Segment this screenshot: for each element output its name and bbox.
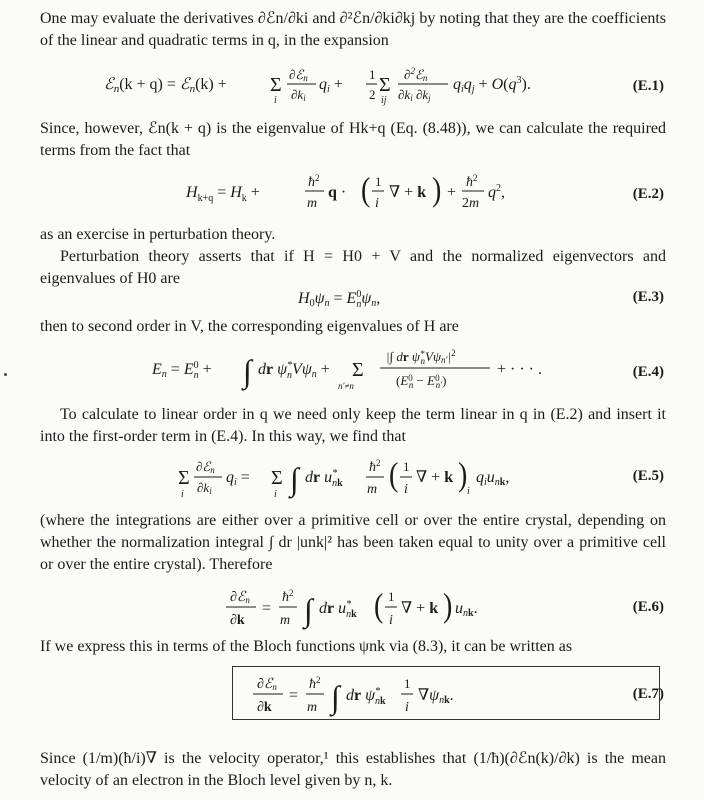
- svg-text:qiunk,: qiunk,: [476, 469, 510, 488]
- equation-e7: [0, 670, 704, 714]
- svg-text:i: i: [274, 489, 277, 500]
- svg-text:∂ℰn: ∂ℰn: [230, 590, 250, 605]
- svg-text:∫: ∫: [331, 679, 340, 715]
- paragraph-linear-order: To calculate to linear order in q we need only keep the term linear in q in (E.2) and insert it into the first-order term in (E.4). In this way, we find that: [40, 406, 666, 445]
- svg-text:∇ + k: ∇ + k: [401, 600, 439, 617]
- svg-text:Hk+q = Hk +: $H_{k+q} = H_k$ +: [186, 184, 260, 204]
- svg-text:(E0n − E0n′): ($E^0$ $n - E^0$ n′): [396, 373, 447, 390]
- svg-text:): ): [458, 455, 468, 494]
- svg-text:qi +: qi +: [319, 76, 343, 95]
- svg-text:∂2ℰn: ∂$^2$ℰn: [404, 66, 428, 83]
- svg-text:m: m: [307, 700, 318, 715]
- svg-text:ℰn(k + q) = ℰn(k) +: ℰn(k + q) = ℰn(k) +: [104, 76, 227, 95]
- equation-e7-math: [0, 670, 640, 720]
- paragraph-eigenvalue: Since, however, ℰn(k + q) is the eigenvalue of Hk+q (Eq. (8.48)), we can calculate the required terms from the fact that: [40, 120, 666, 159]
- equation-number-e4: (E.4): [632, 364, 664, 380]
- svg-text:dr u*nk: dr u* nk: [305, 468, 343, 489]
- svg-text:ħ2: $ħ^2$: [369, 458, 381, 475]
- svg-text:En = E0n +: $En = E^0$ n +: [152, 360, 212, 381]
- equation-e2-math: [0, 168, 640, 218]
- equation-number-e5: (E.5): [632, 468, 664, 484]
- svg-text:m: m: [367, 482, 378, 497]
- equation-number-e3: (E.3): [632, 289, 664, 305]
- svg-text:ħ2: $ħ^2$: [309, 675, 321, 692]
- svg-text:∂ℰn: ∂ℰn: [289, 67, 308, 83]
- svg-text:qiqj + O(q3).: qiqj + $O(q^3)$.: [453, 75, 531, 95]
- svg-text:∂ℰn: ∂ℰn: [257, 677, 277, 692]
- svg-text:m: m: [280, 613, 291, 628]
- svg-text:∂ki: ∂ki: [291, 87, 306, 103]
- svg-text:∂k: ∂k: [257, 700, 272, 715]
- svg-text:i: i: [405, 700, 409, 715]
- svg-text:∇ + k: ∇ + k: [416, 469, 454, 486]
- svg-text:): ): [443, 586, 453, 625]
- svg-text:i: i: [375, 196, 379, 211]
- equation-number-e2: (E.2): [632, 186, 664, 202]
- svg-text:Σ: Σ: [270, 74, 282, 96]
- svg-text:unk.: unk.: [455, 600, 478, 619]
- paragraph-velocity: Since (1/m)(ħ/i)∇ is the velocity operator,¹ this establishes that (1/ħ)(∂ℰn(k)/∂k) is the mean velocity of an electron in the Bloch level given by n, k.: [40, 750, 666, 789]
- svg-text:∂ki: ∂ki: [197, 480, 212, 496]
- svg-text:∇ψnk.: ∇ψnk.: [418, 687, 454, 706]
- paragraph-intro: One may evaluate the derivatives ∂ℰn/∂ki and ∂²ℰn/∂ki∂kj by noting that they are the coefficients of the linear and quadratic terms in q, in the expansion: [40, 10, 666, 49]
- stray-mark: [4, 373, 7, 376]
- svg-text:=: =: [289, 687, 299, 704]
- svg-text:dr ψ*nVψn +: dr ψ* nVψn +: [258, 360, 330, 381]
- equation-e1-math: [0, 62, 640, 108]
- svg-text:i: i: [389, 613, 393, 628]
- svg-text:(: (: [361, 170, 371, 209]
- paragraph-integration-note: (where the integrations are either over a primitive cell or over the entire crystal, depending on whether the normalization integral ∫ dr |unk|² has been taken equal to unity over a primitive cell or over the entire crystal). Therefore: [40, 512, 666, 573]
- svg-text:(: (: [389, 455, 399, 494]
- equation-e4: [0, 344, 704, 391]
- svg-text:i: i: [274, 95, 277, 106]
- svg-text:=: =: [262, 600, 272, 617]
- svg-text:Σ: Σ: [271, 467, 283, 489]
- svg-text:q ·: q ·: [328, 184, 347, 201]
- svg-text:Σ: Σ: [352, 359, 364, 381]
- equation-number-e7: (E.7): [632, 686, 664, 702]
- svg-text:): ): [432, 170, 442, 209]
- equation-number-e6: (E.6): [632, 599, 664, 615]
- equation-e6: [0, 582, 704, 626]
- paragraph-exercise: as an exercise in perturbation theory.: [40, 226, 276, 243]
- paragraph-second-order: then to second order in V, the corresponding eigenvalues of H are: [40, 318, 459, 335]
- svg-text:n′≠n: n′≠n: [338, 381, 354, 391]
- svg-text:i: i: [181, 489, 184, 500]
- svg-text:dr u*nk: dr u* nk: [319, 599, 357, 620]
- svg-text:∫: ∫: [304, 592, 313, 628]
- equation-e5-math: [0, 452, 640, 504]
- svg-text:1: 1: [404, 676, 411, 691]
- svg-text:+ · · · .: + · · · .: [497, 361, 543, 378]
- svg-text:i: i: [404, 482, 408, 497]
- svg-text:ħ2: $ħ^2$: [282, 588, 294, 605]
- svg-text:+: +: [447, 184, 457, 201]
- svg-text:i: i: [467, 486, 470, 497]
- svg-text:1: 1: [388, 589, 395, 604]
- svg-text:Σ: Σ: [379, 74, 391, 96]
- paragraph-bloch: If we express this in terms of the Bloch functions ψnk via (8.3), it can be written as: [40, 638, 573, 655]
- equation-e2: [0, 168, 704, 212]
- svg-text:2m: 2m: [462, 196, 480, 211]
- svg-text:ħ2: $ħ^2$: [308, 173, 320, 190]
- svg-text:ij: ij: [381, 95, 387, 106]
- svg-text:H0ψn = E0nψn,: $H0\psi n = E^0$ nψn,: [298, 289, 381, 310]
- svg-text:1: 1: [369, 67, 376, 82]
- svg-text:∂k: ∂k: [230, 613, 245, 628]
- svg-text:∇ + k: ∇ + k: [389, 184, 427, 201]
- equation-e5: [0, 452, 704, 500]
- svg-text:∫: ∫: [243, 353, 252, 389]
- svg-text:Σ: Σ: [178, 467, 190, 489]
- equation-e3-math: [0, 284, 640, 314]
- svg-text:∂ki ∂kj: ∂ki ∂kj: [398, 87, 431, 103]
- svg-text:m: m: [307, 196, 318, 211]
- svg-text:∂ℰn: ∂ℰn: [196, 459, 215, 475]
- svg-text:1: 1: [403, 459, 410, 474]
- svg-text:q2,: $q^2$,: [488, 183, 505, 201]
- svg-text:(: (: [374, 586, 384, 625]
- equation-e1: [0, 62, 704, 106]
- equation-e6-math: [0, 582, 640, 634]
- svg-text:|∫ dr ψ*nVψn′|2: |∫ dr ψ* $nV\psi n'|^2$: [386, 348, 456, 366]
- svg-text:∫: ∫: [290, 461, 299, 497]
- equation-e4-math: [0, 344, 640, 396]
- svg-text:dr ψ*nk: dr ψ* nk: [346, 686, 386, 707]
- svg-text:qi =: qi =: [226, 469, 250, 488]
- paragraph-perturbation: Perturbation theory asserts that if H = H0 + V and the normalized eigenvectors and eigenvalues of H0 are: [40, 248, 666, 287]
- svg-text:ħ2: $ħ^2$: [466, 173, 478, 190]
- svg-text:2: 2: [369, 87, 376, 102]
- equation-number-e1: (E.1): [632, 78, 664, 94]
- svg-text:1: 1: [375, 174, 382, 189]
